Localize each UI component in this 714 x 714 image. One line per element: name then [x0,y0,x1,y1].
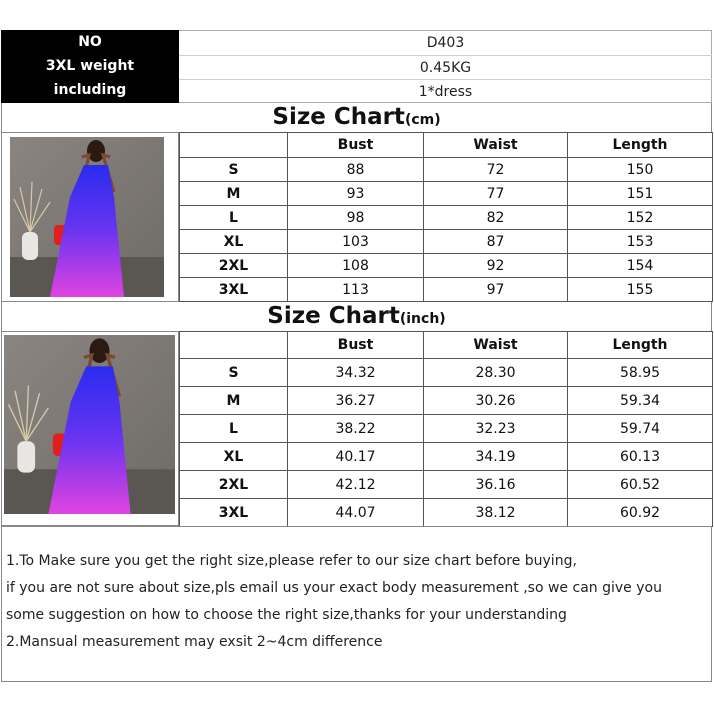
spec-label-weight: 3XL weight [45,58,135,74]
bust-value: 44.07 [288,499,424,527]
size-label: L [180,415,288,443]
table-row [180,443,713,471]
waist-value: 92 [424,254,568,278]
inch-size-table [179,331,713,527]
spec-value-column [179,30,712,103]
size-label: M [180,182,288,206]
dress-photo-1 [10,137,164,297]
cm-size-table [179,132,713,302]
table-corner-cell [180,332,288,359]
table-row [180,206,713,230]
bust-value: 108 [288,254,424,278]
note-line-1: 1.To Make sure you get the right size,please refer to our size chart before buying, [6,553,577,569]
column-header-length: Length [568,332,713,359]
waist-value: 36.16 [424,471,568,499]
table-row [180,230,713,254]
waist-value: 72 [424,158,568,182]
size-label: XL [180,230,288,254]
cm-chart-unit: (cm) [404,112,441,128]
waist-value: 30.26 [424,387,568,415]
column-header-waist: Waist [424,133,568,158]
length-value: 60.13 [568,443,713,471]
length-value: 60.52 [568,471,713,499]
note-line-2: if you are not sure about size,pls email us your exact body measurement ,so we can give you [6,580,662,596]
length-value: 59.74 [568,415,713,443]
length-value: 150 [568,158,713,182]
column-header-bust: Bust [288,332,424,359]
waist-value: 87 [424,230,568,254]
spec-value-including: 1*dress [179,79,712,104]
table-row [180,158,713,182]
inch-chart-title-text: Size Chart [267,303,400,329]
length-value: 60.92 [568,499,713,527]
length-value: 152 [568,206,713,230]
column-header-length: Length [568,133,713,158]
waist-value: 97 [424,278,568,302]
column-header-bust: Bust [288,133,424,158]
inch-chart-unit: (inch) [399,311,446,327]
inch-chart-title [1,302,712,331]
waist-value: 77 [424,182,568,206]
bust-value: 42.12 [288,471,424,499]
size-label: M [180,387,288,415]
bust-value: 88 [288,158,424,182]
size-label: 3XL [180,278,288,302]
table-header-row [180,332,713,359]
dress-photo-1-illustration [10,137,164,297]
bust-value: 113 [288,278,424,302]
table-row [180,471,713,499]
bust-value: 40.17 [288,443,424,471]
size-label: 2XL [180,254,288,278]
bust-value: 103 [288,230,424,254]
table-header-row [180,133,713,158]
length-value: 58.95 [568,359,713,387]
spec-label-column [1,30,179,103]
spec-label-no: NO [78,34,102,50]
spec-value-weight: 0.45KG [179,55,712,80]
table-row [180,278,713,302]
spec-value-no: D403 [426,35,465,51]
size-label: S [180,158,288,182]
sizing-notes [1,526,712,682]
dress-photo-2-illustration [4,335,175,514]
table-row [180,387,713,415]
waist-value: 32.23 [424,415,568,443]
length-value: 151 [568,182,713,206]
size-label: 2XL [180,471,288,499]
table-corner-cell [180,133,288,158]
table-row [180,254,713,278]
table-row [180,182,713,206]
length-value: 59.34 [568,387,713,415]
bust-value: 98 [288,206,424,230]
table-row [180,359,713,387]
bust-value: 93 [288,182,424,206]
dress-photo-2 [4,335,175,514]
size-label: XL [180,443,288,471]
bust-value: 36.27 [288,387,424,415]
bust-value: 34.32 [288,359,424,387]
spec-label-including: including [53,82,127,98]
note-line-4: 2.Mansual measurement may exsit 2~4cm difference [6,634,383,650]
cm-chart-title-text: Size Chart [272,104,405,130]
length-value: 153 [568,230,713,254]
size-label: S [180,359,288,387]
cm-chart-title [1,103,712,132]
waist-value: 38.12 [424,499,568,527]
table-row [180,499,713,527]
waist-value: 82 [424,206,568,230]
column-header-waist: Waist [424,332,568,359]
waist-value: 34.19 [424,443,568,471]
length-value: 154 [568,254,713,278]
size-label: 3XL [180,499,288,527]
bust-value: 38.22 [288,415,424,443]
size-label: L [180,206,288,230]
waist-value: 28.30 [424,359,568,387]
length-value: 155 [568,278,713,302]
table-row [180,415,713,443]
note-line-3: some suggestion on how to choose the right size,thanks for your understanding [6,607,567,623]
